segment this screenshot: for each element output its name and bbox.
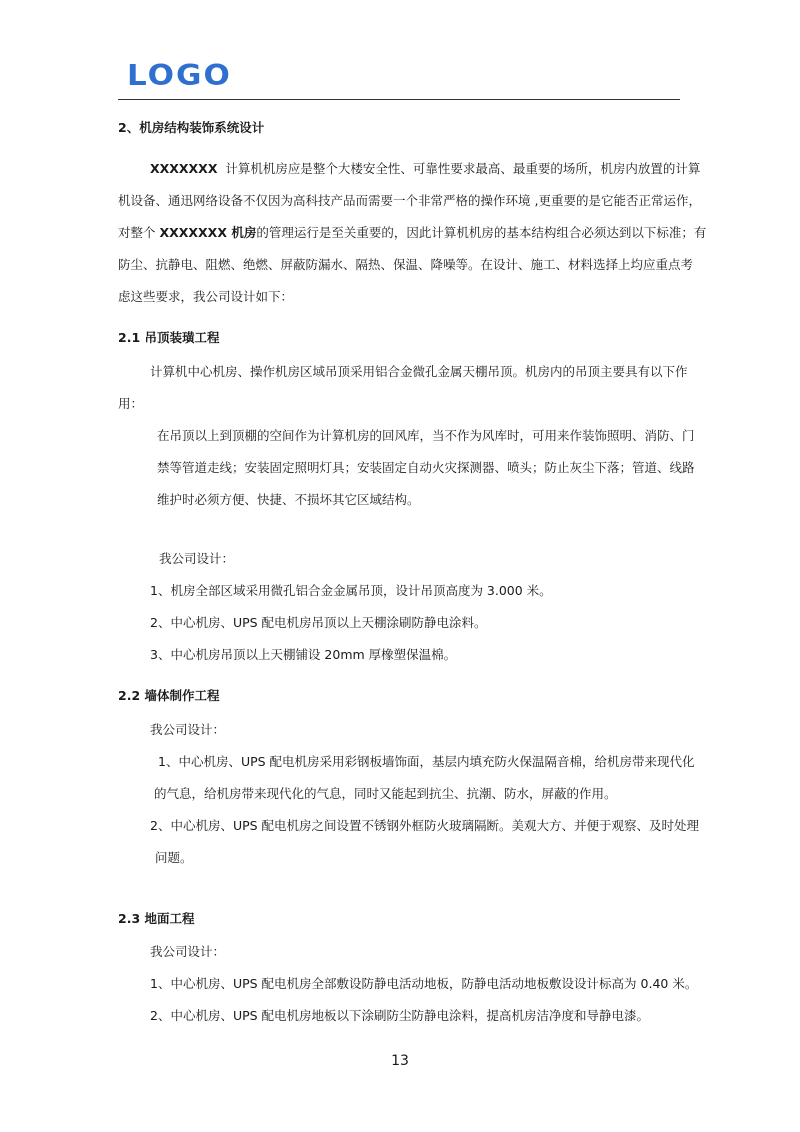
floor-item-2: 2、中心机房、UPS 配电机房地板以下涂刷防尘防静电涂料，提高机房洁净度和导静电漆。 <box>150 1008 650 1023</box>
ceiling-para-1: 计算机中心机房、操作机房区域吊顶采用铝合金微孔金属天棚吊顶。机房内的吊顶主要具有以下作 <box>150 364 688 379</box>
floor-design-label: 我公司设计： <box>150 944 226 959</box>
ceiling-para-2-line-3: 维护时必须方便、快捷、不损坏其它区域结构。 <box>157 492 420 507</box>
intro-company-name: XXXXXXX <box>150 161 218 176</box>
ceiling-para-1-cont: 用： <box>118 396 144 411</box>
section-2-heading: 2、机房结构装饰系统设计 <box>118 120 265 135</box>
ceiling-para-2-line-2: 禁等管道走线；安装固定照明灯具；安装固定自动火灾探测器、喷头；防止灰尘下落；管道、线路 <box>157 460 695 475</box>
intro-line-2: 机设备、通迅网络设备不仅因为高科技产品而需要一个非常严格的操作环境 ,更重要的是它能否正常运作， <box>118 193 701 208</box>
intro-line-5: 虑这些要求，我公司设计如下： <box>118 289 294 304</box>
ceiling-item-2: 2、中心机房、UPS 配电机房吊顶以上天棚涂刷防静电涂料。 <box>150 615 487 630</box>
intro-line-3-pre: 对整个 <box>118 225 156 240</box>
intro-line-1-text: 计算机机房应是整个大楼安全性、可靠性要求最高、最重要的场所，机房内放置的计算 <box>225 161 701 176</box>
intro-line-3-post: 的管理运行是至关重要的，因此计算机机房的基本结构组合必须达到以下标准；有 <box>256 225 707 240</box>
intro-line-3-bold: XXXXXXX 机房 <box>159 225 257 240</box>
section-2-2-heading: 2.2 墙体制作工程 <box>118 688 220 703</box>
page-number: 13 <box>391 1053 409 1069</box>
ceiling-design-label: 我公司设计： <box>159 551 235 566</box>
wall-item-2-line-2: 问题。 <box>155 850 193 865</box>
wall-item-1-line-2: 的气息，给机房带来现代化的气息，同时又能起到抗尘、抗潮、防水，屏蔽的作用。 <box>154 786 617 801</box>
section-2-1-heading: 2.1 吊顶装璜工程 <box>118 330 220 345</box>
ceiling-item-1: 1、机房全部区域采用微孔铝合金金属吊顶，设计吊顶高度为 3.000 米。 <box>150 583 552 598</box>
section-2-3-heading: 2.3 地面工程 <box>118 911 195 926</box>
intro-line-4: 防尘、抗静电、阻燃、绝燃、屏蔽防漏水、隔热、保温、降噪等。在设计、施工、材料选择上均应重点考 <box>118 257 694 272</box>
intro-line-1 <box>150 161 700 177</box>
header-divider <box>118 99 680 100</box>
intro-line-3 <box>118 225 706 241</box>
ceiling-para-2-line-1: 在吊顶以上到顶棚的空间作为计算机房的回风库，当不作为风库时，可用来作装饰照明、消防、门 <box>157 428 695 443</box>
company-logo: LOGO <box>127 59 232 93</box>
wall-item-2-line-1: 2、中心机房、UPS 配电机房之间设置不锈钢外框防火玻璃隔断。美观大方、并便于观察、及时处理 <box>150 818 700 833</box>
floor-item-1: 1、中心机房、UPS 配电机房全部敷设防静电活动地板，防静电活动地板敷设设计标高为 0.40 米。 <box>150 976 698 991</box>
wall-item-1-line-1: 1、中心机房、UPS 配电机房采用彩钢板墙饰面，基层内填充防火保温隔音棉，给机房带来现代化 <box>158 754 695 769</box>
wall-design-label: 我公司设计： <box>150 722 226 737</box>
ceiling-item-3: 3、中心机房吊顶以上天棚铺设 20mm 厚橡塑保温棉。 <box>150 647 457 662</box>
